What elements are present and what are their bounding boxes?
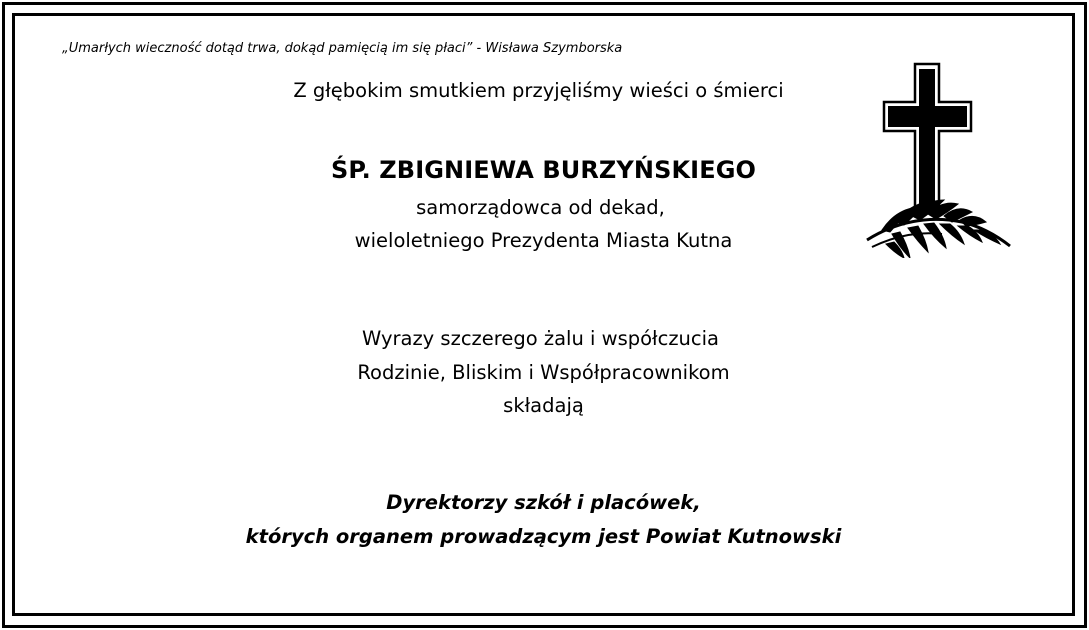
signature-line-1: Dyrektorzy szkół i placówek, [386, 491, 701, 514]
epigraph-quote: „Umarłych wieczność dotąd trwa, dokąd pamięcią im się płaci” - Wisława Szymborska [62, 41, 623, 56]
cross-with-palm-icon [862, 62, 1012, 258]
signature-line-2: których organem prowadzącym jest Powiat Kutnowski [245, 525, 842, 548]
palm-branch-icon [867, 200, 1010, 258]
cross-icon [884, 64, 971, 212]
description-line-1: samorządowca od dekad, [416, 196, 665, 219]
condolences-line-1: Wyrazy szczerego żalu i współczucia [362, 327, 719, 350]
condolences-line-3: składają [503, 394, 584, 417]
intro-text: Z głębokim smutkiem przyjęliśmy wieści o śmierci [293, 79, 784, 102]
description-line-2: wieloletniego Prezydenta Miasta Kutna [354, 229, 733, 252]
deceased-name: ŚP. ZBIGNIEWA BURZYŃSKIEGO [330, 156, 757, 184]
condolences-line-2: Rodzinie, Bliskim i Współpracownikom [357, 361, 730, 384]
